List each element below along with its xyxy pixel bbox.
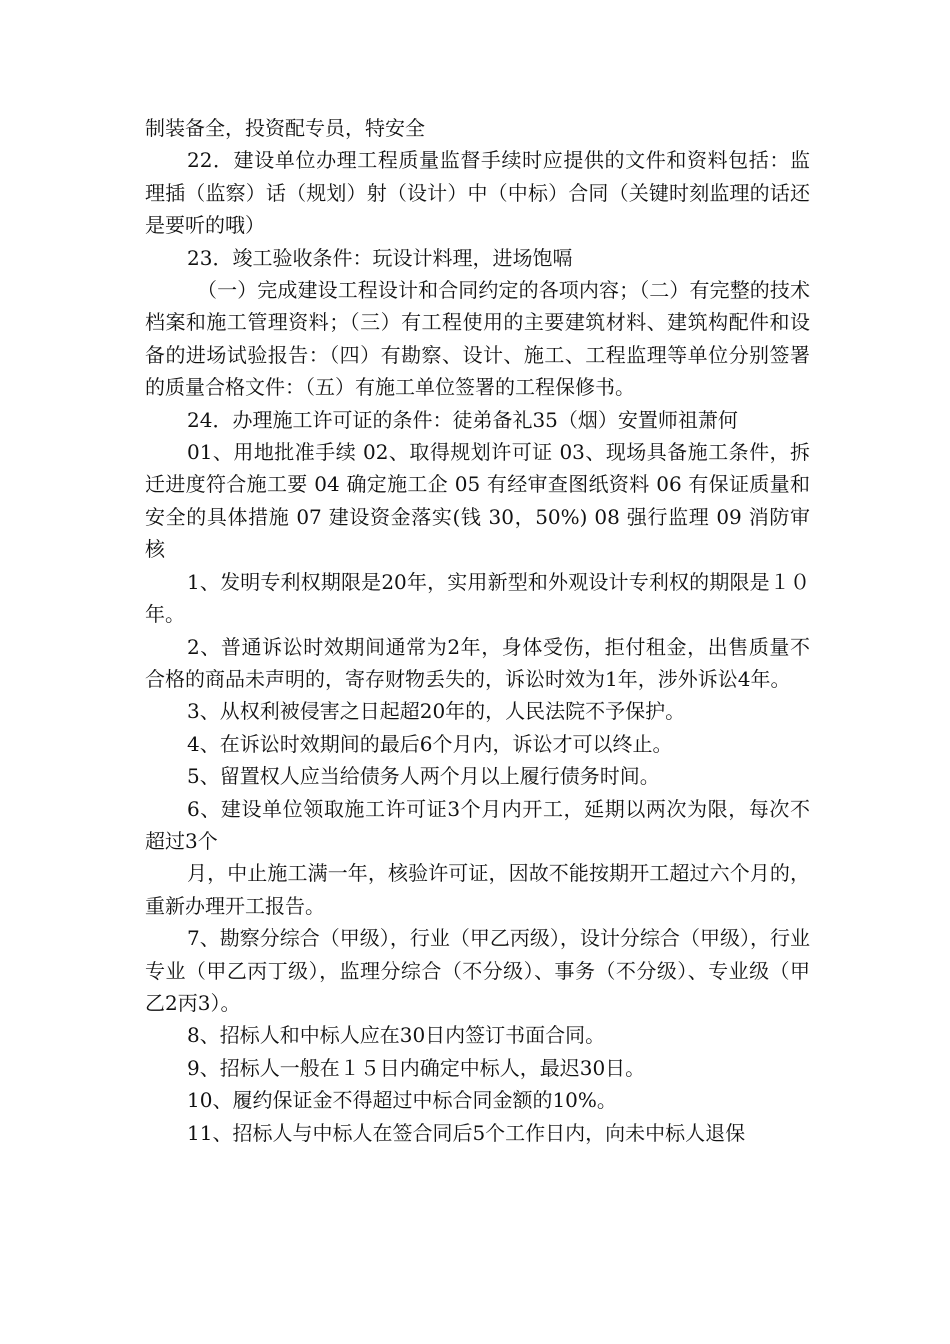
paragraph-intro-continued: 制装备全，投资配专员，特安全	[145, 116, 425, 140]
paragraph-rule-4: 4、在诉讼时效期间的最后6个月内，诉讼才可以终止。	[187, 731, 673, 756]
paragraph-rule-3: 3、从权利被侵害之日起超20年的，人民法院不予保护。	[187, 699, 686, 724]
paragraph-rule-7: 7、勘察分综合（甲级），行业（甲乙丙级），设计分综合（甲级），行业专业（甲乙丙丁级），监理分综合（不分级）、事务（不分级）、专业级（甲乙2丙3）。	[145, 926, 810, 1015]
paragraph-rule-5: 5、留置权人应当给债务人两个月以上履行债务时间。	[187, 764, 660, 789]
document-body	[145, 112, 810, 1149]
paragraph-permit-conditions: 01、用地批准手续 02、取得规划许可证 03、现场具备施工条件，拆迁进度符合施工要 04 确定施工企 05 有经审查图纸资料 06 有保证质量和安全的具体措施 07 建设资金落实(钱 30，50%) 08 强行监理 09 消防审核	[145, 440, 810, 562]
paragraph-item-24: 24．办理施工许可证的条件：徒弟备礼35（烟）安置师祖萧何	[187, 407, 738, 432]
paragraph-rule-10: 10、履约保证金不得超过中标合同金额的10%。	[187, 1088, 617, 1113]
paragraph-completion-conditions: （一）完成建设工程设计和合同约定的各项内容；（二）有完整的技术档案和施工管理资料；（三）有工程使用的主要建筑材料、建筑构配件和设备的进场试验报告：（四）有勘察、设计、施工、工程监理等单位分别签署的质量合格文件：（五）有施工单位签署的工程保修书。	[145, 278, 810, 400]
paragraph-rule-2: 2、普通诉讼时效期间通常为2年，身体受伤，拒付租金，出售质量不合格的商品未声明的，寄存财物丢失的，诉讼时效为1年，涉外诉讼4年。	[145, 634, 810, 691]
paragraph-rule-9: 9、招标人一般在１５日内确定中标人，最迟30日。	[187, 1055, 646, 1080]
paragraph-rule-6-continued: 月，中止施工满一年，核验许可证，因故不能按期开工超过六个月的，重新办理开工报告。	[145, 861, 810, 918]
paragraph-item-23: 23．竣工验收条件：玩设计料理，进场饱嗝	[187, 245, 573, 270]
paragraph-rule-1: 1、发明专利权期限是20年，实用新型和外观设计专利权的期限是１０年。	[145, 569, 810, 627]
paragraph-rule-8: 8、招标人和中标人应在30日内签订书面合同。	[187, 1023, 606, 1048]
paragraph-rule-11: 11、招标人与中标人在签合同后5个工作日内，向未中标人退保	[187, 1120, 746, 1145]
paragraph-item-22: 22．建设单位办理工程质量监督手续时应提供的文件和资料包括：监理插（监察）话（规划）射（设计）中（中标）合同（关键时刻监理的话还是要听的哦）	[145, 148, 810, 238]
paragraph-rule-6: 6、建设单位领取施工许可证3个月内开工，延期以两次为限，每次不超过3个	[145, 796, 810, 853]
